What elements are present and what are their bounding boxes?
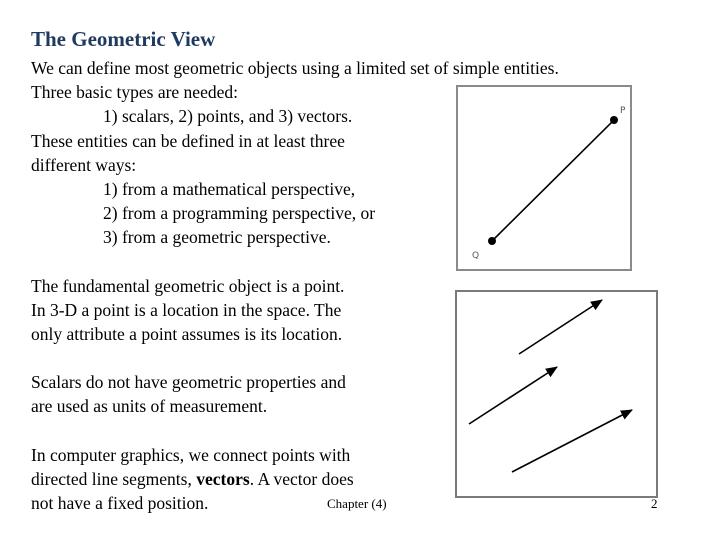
point-line-2: In 3-D a point is a location in the space. The [31,299,342,320]
point-q-dot [488,237,496,245]
vector-term: vectors [196,468,250,489]
intro-line-2: Three basic types are needed: [31,82,238,103]
points-figure [456,85,632,271]
ways-line-1: These entities can be defined in at least three [31,130,345,151]
types-line: 1) scalars, 2) points, and 3) vectors. [103,106,353,127]
vectors-diagram [457,292,656,496]
vector-line-1: In computer graphics, we connect points with [31,444,351,465]
point-line-1: The fundamental geometric object is a point. [31,275,345,296]
point-q-label: Q [472,251,480,261]
vector-line-3: not have a fixed position. [31,493,209,514]
segment-pq [492,120,614,241]
intro-line-1: We can define most geometric objects using a limited set of simple entities. [31,58,559,78]
scalar-line-2: are used as units of measurement. [31,396,268,417]
page-number: 2 [651,496,658,511]
footer-chapter: Chapter (4) [327,496,387,511]
vector-arrow-1 [519,300,602,354]
way-programming: 2) from a programming perspective, or [103,203,376,224]
point-p-dot [610,116,618,124]
point-line-3: only attribute a point assumes is its location. [31,324,343,345]
points-diagram [458,87,630,269]
way-geometric: 3) from a geometric perspective. [103,227,331,248]
vector-line-2-post: . A vector does [249,468,354,489]
way-mathematical: 1) from a mathematical perspective, [103,179,356,200]
vector-arrow-3 [512,410,632,472]
vector-arrow-2 [469,367,557,424]
vector-line-2-pre: directed line segments, [31,468,197,489]
ways-line-2: different ways: [31,154,137,175]
scalar-line-1: Scalars do not have geometric properties and [31,372,346,393]
point-p-label: P [620,106,626,116]
slide-title: The Geometric View [31,27,216,51]
vectors-figure [455,290,658,498]
